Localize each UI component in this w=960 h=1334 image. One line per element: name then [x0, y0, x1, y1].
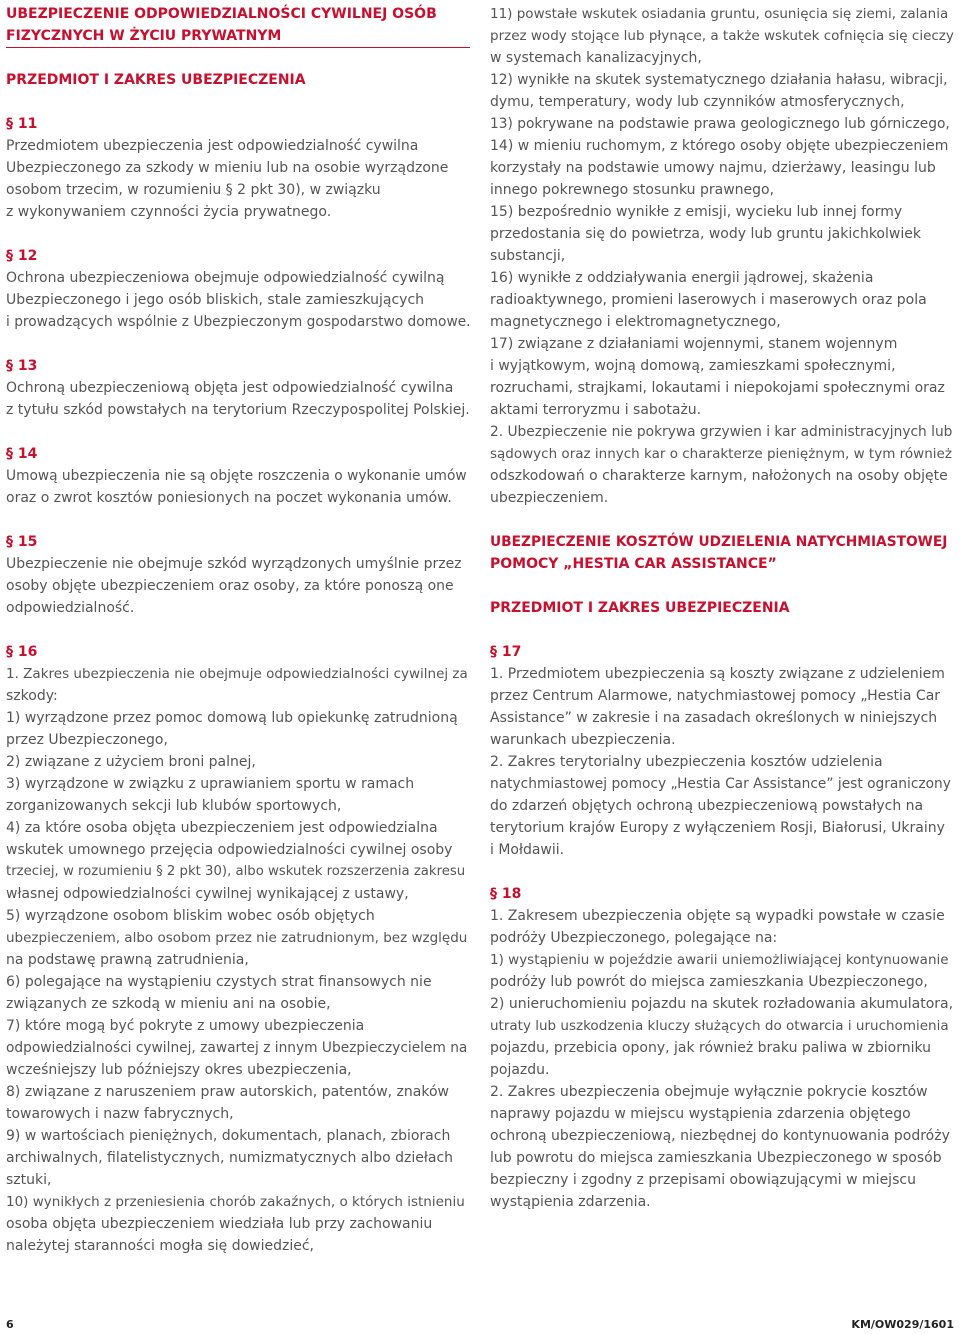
paragraph-line: pojazdu. [490, 1062, 550, 1078]
paragraph-line: utraty lub uszkodzenia kluczy służących do otwarcia i uruchomienia [490, 1018, 949, 1034]
paragraph-number: § 17 [490, 644, 522, 660]
paragraph-line: 4) za które osoba objęta ubezpieczeniem jest odpowiedzialna [6, 820, 438, 836]
paragraph-line: osoba objęta ubezpieczeniem wiedziała lub przy zachowaniu [6, 1216, 433, 1232]
paragraph-line: radioaktywnego, promieni laserowych i maserowych oraz pola [490, 292, 927, 308]
paragraph-line: odszkodowań o charakterze karnym, nałożonych na osoby objęte [490, 468, 948, 484]
paragraph-line: aktami terroryzmu i sabotażu. [490, 402, 702, 418]
paragraph-line: 1) wystąpieniu w pojeździe awarii uniemożliwiającej kontynuowanie [490, 952, 949, 968]
section-title-line-1: UBEZPIECZENIE ODPOWIEDZIALNOŚCI CYWILNEJ OSÓB [6, 6, 437, 22]
paragraph-line: Ochrona ubezpieczeniowa obejmuje odpowiedzialność cywilną [6, 270, 445, 286]
paragraph-line: szkody: [6, 688, 58, 704]
paragraph-number: § 13 [6, 358, 38, 374]
exclusions-continued [490, 3, 954, 509]
paragraph-line: 7) które mogą być pokryte z umowy ubezpieczenia [6, 1018, 365, 1034]
paragraph-line: osoby objęte ubezpieczeniem oraz osoby, za które ponoszą one [6, 578, 454, 594]
paragraph-line: 2) związane z użyciem broni palnej, [6, 754, 256, 770]
section-gap [6, 619, 472, 641]
section-gap [6, 509, 472, 531]
paragraph-line: do zdarzeń objętych ochroną ubezpieczeniową powstałych na [490, 798, 924, 814]
paragraph-line: i Mołdawii. [490, 842, 565, 858]
paragraph-line: towarowych i nazw fabrycznych, [6, 1106, 234, 1122]
paragraph-number: § 11 [6, 116, 38, 132]
paragraph-line: 1. Przedmiotem ubezpieczenia są koszty związane z udzieleniem [490, 666, 945, 682]
paragraph-line: 5) wyrządzone osobom bliskim wobec osób objętych [6, 908, 375, 924]
paragraph-line: archiwalnych, filatelistycznych, numizmatycznych albo dziełach [6, 1150, 454, 1166]
paragraph-line: magnetycznego i elektromagnetycznego, [490, 314, 781, 330]
paragraph-line: 9) w wartościach pieniężnych, dokumentach, planach, zbiorach [6, 1128, 451, 1144]
paragraph-line: z tytułu szkód powstałych na terytorium Rzeczypospolitej Polskiej. [6, 402, 470, 418]
paragraph-line: Ubezpieczonego i jego osób bliskich, stale zamieszkujących [6, 292, 425, 308]
paragraph-line: 2. Ubezpieczenie nie pokrywa grzywien i kar administracyjnych lub [490, 424, 953, 440]
paragraph-line: 2) unieruchomieniu pojazdu na skutek rozładowania akumulatora, [490, 996, 954, 1012]
paragraph-line: 13) pokrywane na podstawie prawa geologicznego lub górniczego, [490, 116, 950, 132]
paragraph-line: należytej staranności mogła się dowiedzieć, [6, 1238, 315, 1254]
paragraph-line: 2. Zakres ubezpieczenia obejmuje wyłącznie pokrycie kosztów [490, 1084, 928, 1100]
paragraph-line: korzystały na podstawie umowy najmu, dzierżawy, leasingu lub [490, 160, 936, 176]
paragraph-number: § 14 [6, 446, 38, 462]
paragraph-line: rozruchami, strajkami, lokautami i niepokojami społecznymi oraz [490, 380, 945, 396]
paragraph-line: przedostania się do powietrza, wody lub gruntu jakichkolwiek [490, 226, 921, 242]
paragraph-line: Przedmiotem ubezpieczenia jest odpowiedzialność cywilna [6, 138, 419, 154]
paragraph-line: 17) związane z działaniami wojennymi, stanem wojennym [490, 336, 898, 352]
paragraph-line: wystąpienia zdarzenia. [490, 1194, 651, 1210]
paragraph-line: i prowadzących wspólnie z Ubezpieczonym gospodarstwo domowe. [6, 314, 471, 330]
paragraph-line: Ochroną ubezpieczeniową objęta jest odpowiedzialność cywilna [6, 380, 454, 396]
section-gap [490, 861, 954, 883]
paragraph-line: oraz o zwrot kosztów poniesionych na poczet wykonania umów. [6, 490, 452, 506]
paragraph-line: sztuki, [6, 1172, 52, 1188]
paragraph-line: i wyjątkowym, wojną domową, zamieszkami społecznymi, [490, 358, 896, 374]
paragraph-line: 12) wynikłe na skutek systematycznego działania hałasu, wibracji, [490, 72, 948, 88]
paragraph-line: podróży Ubezpieczonego, polegające na: [490, 930, 778, 946]
right-column [490, 3, 954, 1213]
paragraph-line: przez Centrum Alarmowe, natychmiastowej pomocy „Hestia Car [490, 688, 941, 704]
paragraph-line: 16) wynikłe z oddziaływania energii jądrowej, skażenia [490, 270, 874, 286]
paragraph-line: ubezpieczeniem. [490, 490, 609, 506]
paragraph-line: 10) wynikłych z przeniesienia chorób zakaźnych, o których istnieniu [6, 1194, 465, 1210]
paragraph-line: lub powrotu do miejsca zamieszkania Ubezpieczonego w sposób [490, 1150, 942, 1166]
paragraph-line: 1. Zakres ubezpieczenia nie obejmuje odpowiedzialności cywilnej za [6, 666, 468, 682]
paragraph-line: 15) bezpośrednio wynikłe z emisji, wycieku lub innej formy [490, 204, 903, 220]
paragraph-line: ochroną ubezpieczeniową, niezbędnej do kontynuowania podróży [490, 1128, 950, 1144]
paragraph-line: podróży lub powrót do miejsca zamieszkania Ubezpieczonego, [490, 974, 928, 990]
section-title-line-2: FIZYCZNYCH W ŻYCIU PRYWATNYM [6, 28, 282, 44]
section-gap [6, 421, 472, 443]
paragraph-line: substancji, [490, 248, 566, 264]
left-sections [6, 113, 472, 1257]
paragraph-number: § 18 [490, 886, 522, 902]
paragraph-line: natychmiastowej pomocy „Hestia Car Assistance” jest ograniczony [490, 776, 951, 792]
paragraph-line: Assistance” w zakresie i na zasadach określonych w niniejszych [490, 710, 938, 726]
section-gap [6, 333, 472, 355]
paragraph-line: w systemach kanalizacyjnych, [490, 50, 702, 66]
paragraph-line: 3) wyrządzone w związku z uprawianiem sportu w ramach [6, 776, 415, 792]
paragraph-line: odpowiedzialność. [6, 600, 135, 616]
paragraph-line: wcześniejszy lub późniejszy okres ubezpieczenia, [6, 1062, 352, 1078]
paragraph-line: naprawy pojazdu w miejscu wystąpienia zdarzenia objętego [490, 1106, 911, 1122]
section-subtitle: PRZEDMIOT I ZAKRES UBEZPIECZENIA [6, 72, 306, 88]
paragraph-line: innego pokrewnego stosunku prawnego, [490, 182, 775, 198]
document-code: KM/OW029/1601 [851, 1318, 954, 1331]
paragraph-number: § 12 [6, 248, 38, 264]
paragraph-number: § 16 [6, 644, 38, 660]
paragraph-line: sądowych oraz innych kar o charakterze pieniężnym, w tym również [490, 446, 952, 462]
section-title-line-2: POMOCY „HESTIA CAR ASSISTANCE” [490, 556, 777, 572]
paragraph-line: przez wody stojące lub płynące, a także wskutek cofnięcia się cieczy [490, 28, 954, 44]
paragraph-line: 1) wyrządzone przez pomoc domową lub opiekunkę zatrudnioną [6, 710, 458, 726]
paragraph-line: związanych ze szkodą w mieniu ani na osobie, [6, 996, 331, 1012]
paragraph-number: § 15 [6, 534, 38, 550]
paragraph-line: 6) polegające na wystąpieniu czystych strat finansowych nie [6, 974, 432, 990]
paragraph-line: 8) związane z naruszeniem praw autorskich, patentów, znaków [6, 1084, 449, 1100]
section-gap [6, 223, 472, 245]
paragraph-line: Umową ubezpieczenia nie są objęte roszczenia o wykonanie umów [6, 468, 467, 484]
left-column [6, 3, 472, 1257]
paragraph-line: terytorium krajów Europy z wyłączeniem Rosji, Białorusi, Ukrainy [490, 820, 945, 836]
paragraph-line: dymu, temperatury, wody lub czynników atmosferycznych, [490, 94, 905, 110]
paragraph-line: pojazdu, przebicia opony, jak również braku paliwa w zbiorniku [490, 1040, 932, 1056]
paragraph-line: Ubezpieczonego za szkody w mieniu lub na osobie wyrządzone [6, 160, 449, 176]
paragraph-line: 2. Zakres terytorialny ubezpieczenia kosztów udzielenia [490, 754, 883, 770]
paragraph-line: warunkach ubezpieczenia. [490, 732, 676, 748]
paragraph-line: własnej odpowiedzialności cywilnej wynikającej z ustawy, [6, 886, 409, 902]
paragraph-line: 14) w mieniu ruchomym, z którego osoby objęte ubezpieczeniem [490, 138, 949, 154]
paragraph-line: wskutek umownego przejęcia odpowiedzialności cywilnej osoby [6, 842, 453, 858]
right-sections [490, 641, 954, 1213]
paragraph-line: przez Ubezpieczonego, [6, 732, 168, 748]
paragraph-line: odpowiedzialności cywilnej, zawartej z innym Ubezpieczycielem na [6, 1040, 468, 1056]
paragraph-line: 1. Zakresem ubezpieczenia objęte są wypadki powstałe w czasie [490, 908, 945, 924]
paragraph-line: ubezpieczeniem, albo osobom przez nie zatrudnionym, bez względu [6, 930, 468, 946]
page-number: 6 [6, 1318, 14, 1331]
paragraph-line: na podstawę prawną zatrudnienia, [6, 952, 249, 968]
paragraph-line: 11) powstałe wskutek osiadania gruntu, osunięcia się ziemi, zalania [490, 6, 949, 22]
paragraph-line: Ubezpieczenie nie obejmuje szkód wyrządzonych umyślnie przez [6, 556, 462, 572]
paragraph-line: z wykonywaniem czynności życia prywatnego. [6, 204, 332, 220]
paragraph-line: osobom trzecim, w rozumieniu § 2 pkt 30), w związku [6, 182, 381, 198]
paragraph-line: trzeciej, w rozumieniu § 2 pkt 30), albo wskutek rozszerzenia zakresu [6, 864, 466, 879]
paragraph-line: bezpieczny i zgodny z przepisami obowiązującymi w miejscu [490, 1172, 916, 1188]
section-title-line-1: UBEZPIECZENIE KOSZTÓW UDZIELENIA NATYCHMIASTOWEJ [490, 534, 948, 550]
paragraph-line: zorganizowanych sekcji lub klubów sportowych, [6, 798, 342, 814]
section-subtitle: PRZEDMIOT I ZAKRES UBEZPIECZENIA [490, 600, 790, 616]
